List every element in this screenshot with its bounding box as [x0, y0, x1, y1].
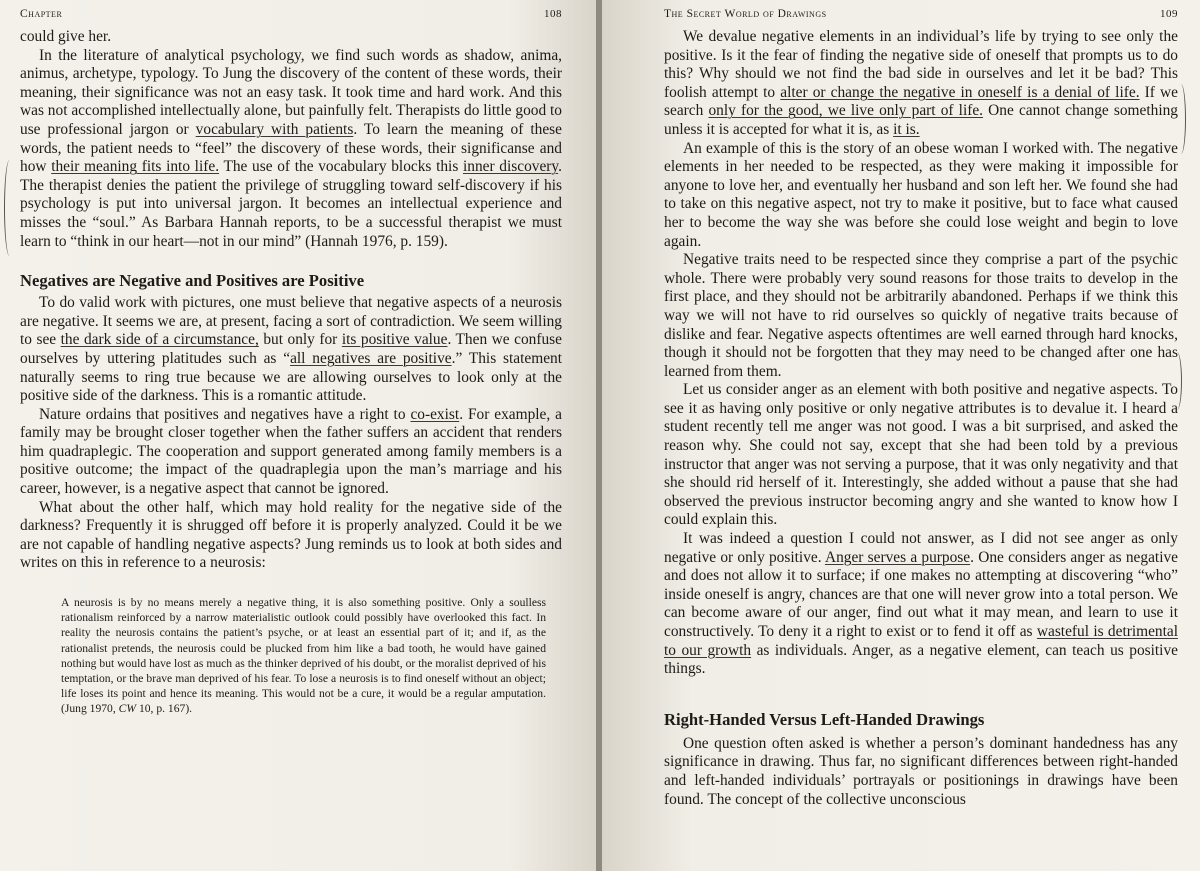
- text-run: . One considers anger as negative and does not allow it to surface; if one makes no attempting at discovering “who” inside oneself is angry, chances are that one will never grow into a total person. We can become aware of our anger, find out what it may mean, and learn to use it constructively. To deny it a right to exist or to fend it off as: [664, 548, 1178, 640]
- text-run: We devalue negative elements in an individual’s life by trying to see only the positive. Is it the fear of finding the negative side of oneself that prompts us to do this? Why should we not find the bad side in ourselves and let it be bad? This foolish attempt to: [664, 28, 1178, 101]
- text-run: as individuals. Anger, as a negative element, can teach us positive things.: [664, 641, 1178, 678]
- underlined-phrase: co-exist: [410, 405, 460, 423]
- right-paragraph-2: An example of this is the story of an obese woman I worked with. The negative elements in her needed to be respected, as they were making it impossible for anyone to love her, and eventually her husband and son left her. We found she had to take on this negative aspect, not try to make it positive, but to face what caused her to become the way she was before she could lose weight and begin to love again.: [664, 139, 1178, 250]
- underlined-phrase: it is.: [893, 120, 920, 138]
- underlined-phrase: the dark side of a circumstance,: [60, 331, 259, 349]
- left-paragraph-1: could give her.: [20, 28, 112, 45]
- left-paragraph-3: [20, 294, 562, 406]
- underlined-phrase: Anger serves a purpose: [824, 548, 971, 566]
- margin-bracket-mark: [4, 160, 15, 256]
- text-run: . Then we confuse ourselves by uttering platitudes such as “: [20, 331, 562, 367]
- text-run: . The therapist denies the patient the privilege of struggling toward self-discovery if his psychology is put into universal jargon. It becomes an intellectual experience and misses the “soul.” As Barbara Hannah reports, to be a successful therapist we must learn to “think in our heart—not in our mind” (Hannah 1976, p. 159).: [20, 158, 562, 250]
- text-run: . To learn the meaning of these words, the patient needs to “feel” the discovery of these words, their significanse and how: [20, 120, 562, 176]
- right-paragraph-6: One question often asked is whether a person’s dominant handedness has any significance in drawing. Thus far, no significant differences between right-handed and left-handed individuals’ portrayals or positionings in drawings have been found. The concept of the collective unconscious: [664, 734, 1178, 808]
- text-run: Nature ordains that positives and negatives have a right to: [39, 405, 411, 423]
- text-run: In the literature of analytical psychology, we find such words as shadow, anima, animus, archetype, typology. To Jung the discovery of the content of these words, their meaning, their significance was not an easy task. It took time and hard work. And this was not accomplished intellectually alone, but painfully felt. Therapists do little good to use professional jargon or: [20, 46, 562, 138]
- underlined-phrase: wasteful is detrimental to our growth: [664, 623, 1179, 659]
- right-paragraph-3: Negative traits need to be respected since they comprise a part of the psychic whole. There were probably very sound reasons for those traits to develop in the first place, and they should not be arbitrarily abandoned. Perhaps if we think this way we will not have to rid ourselves so quickly of negative traits because of dislike and fear. Negative aspects oftentimes are well earned through hard knocks, though it should not be forgotten that they may need to be changed after one has learned from them.: [664, 251, 1178, 380]
- text-run: A neurosis is by no means merely a negative thing, it is also something positive. Only a soulless rationalism reinforced by a narrow materialistic outlook could possibly have overlooked this fact. In reality the neurosis contains the patient’s psyche, or at least an essential part of it; and if, as the rationalist pretends, the neurosis could be plucked from him like a bad tooth, he would have gained nothing but would have lost as much as the thinker deprived of his doubt, or the moralist deprived of his temptation, or the brave man deprived of his fear. To lose a neurosis is to find oneself without an object; life loses its point and hence its meaning. This would not be a cure, it would be a regular amputation. (Jung 1970,: [61, 596, 546, 716]
- right-paragraph-5: [664, 530, 1178, 679]
- text-run: .” This statement naturally seems to ring true because we are allowing ourselves to look only at the positive side of the darkness. This is a romantic attitude.: [20, 349, 562, 405]
- right-paragraph-4: Let us consider anger as an element with both positive and negative aspects. To see it as having only positive or only negative attributes is to devalue it. I heard a student recently tell me anger was not good. I was a bit surprised, and asked the reason why. She could not say, except that she had been told by a previous instructor that anger was not serving a purpose, that it was only negativity and that she should rid herself of it. Interestingly, she added without a pause that she had observed the previous instructor becoming angry and she wanted to know how I could explain this.: [664, 381, 1178, 529]
- block-quote: [20, 595, 562, 717]
- margin-bracket-mark: [1172, 352, 1182, 410]
- right-paragraph-1: [664, 28, 1178, 140]
- text-run: To do valid work with pictures, one must believe that negative aspects of a neurosis are negative. It seems we are, at present, facing a sort of contradiction. We seem willing to see: [20, 294, 562, 349]
- underlined-phrase: all negatives are positive: [290, 349, 452, 367]
- quote-text: [61, 595, 546, 717]
- left-page-number: 108: [544, 8, 562, 20]
- left-paragraph-2: [20, 47, 562, 252]
- text-run: It was indeed a question I could not answer, as I did not see anger as only negative or only positive.: [664, 530, 1178, 566]
- right-running-title: The Secret World of Drawings: [664, 8, 827, 20]
- text-run: The use of the vocabulary blocks this: [219, 158, 463, 176]
- underlined-phrase: inner discovery: [463, 158, 559, 176]
- left-paragraph-4: [20, 406, 562, 499]
- italic-abbreviation: CW: [118, 702, 137, 716]
- right-running-header: [664, 6, 1178, 28]
- left-section-heading: Negatives are Negative and Positives are Positive: [20, 271, 365, 291]
- right-page-number: 109: [1160, 8, 1178, 20]
- text-run: . For example, a family may be brought closer together when the father suffers an accident that renders him quadraplegic. The cooperation and support generated among family members is a positive outcome; the impact of the quadraplegia upon the man’s marriage and his career, however, is a negative aspect that cannot be ignored.: [20, 405, 562, 498]
- right-section-heading: Right-Handed Versus Left-Handed Drawings: [664, 709, 985, 729]
- margin-bracket-mark: [1176, 84, 1186, 154]
- left-running-header: [20, 6, 562, 28]
- text-run: 10, p. 167).: [136, 702, 193, 716]
- left-running-title: Chapter: [20, 8, 63, 20]
- text-run: One cannot change something unless it is accepted for what it is, as: [664, 102, 1178, 138]
- text-run: If we search: [664, 83, 1178, 120]
- underlined-phrase: vocabulary with patients: [195, 120, 354, 138]
- underlined-phrase: alter or change the negative in oneself is a denial of life.: [780, 83, 1140, 101]
- right-page: [602, 0, 1200, 871]
- left-paragraph-5: What about the other half, which may hold reality for the negative side of the darkness? Frequently it is shrugged off before it is properly analyzed. Could it be we are not capable of handling negative aspects? Jung reminds us to look at both sides and writes on this in reference to a neurosis:: [20, 498, 562, 572]
- underlined-phrase: its positive value: [341, 331, 448, 349]
- text-run: but only for: [258, 331, 342, 349]
- left-page: [0, 0, 598, 871]
- underlined-phrase: their meaning fits into life.: [51, 158, 220, 176]
- underlined-phrase: only for the good, we live only part of life.: [708, 102, 984, 120]
